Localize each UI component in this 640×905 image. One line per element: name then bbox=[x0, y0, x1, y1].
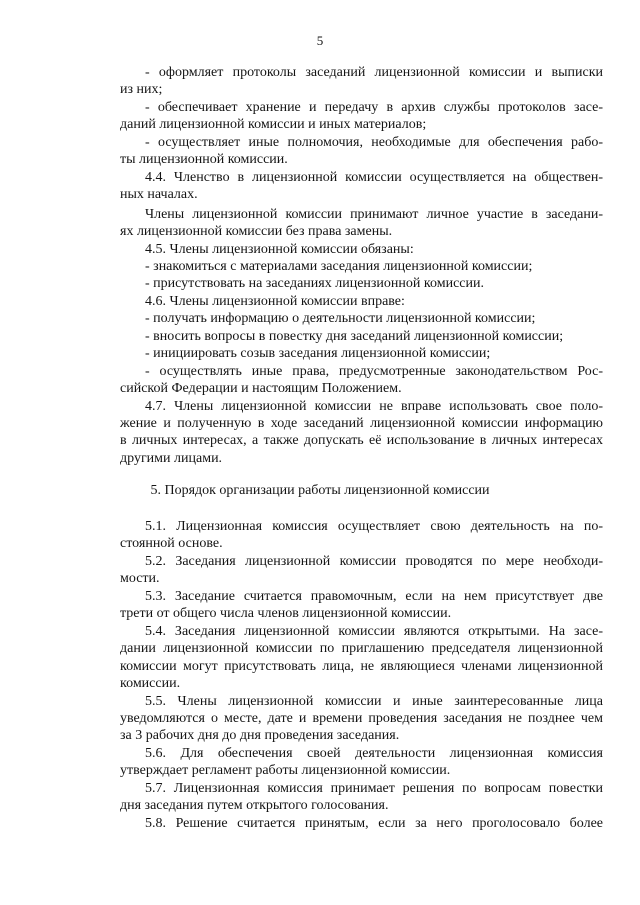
text-line: комиссии могут присутствовать лица, не являющиеся членами лицензионной bbox=[120, 659, 603, 674]
page-number: 5 bbox=[316, 33, 324, 48]
text-line: жение и полученную в ходе заседаний лицензионной комиссии информацию bbox=[120, 416, 603, 431]
text-line: сийской Федерации и настоящим Положением. bbox=[120, 381, 402, 396]
text-line: за 3 рабочих дня до дня проведения заседания. bbox=[120, 728, 400, 743]
text-line: 5.1. Лицензионная комиссия осуществляет свою деятельность на по- bbox=[145, 519, 603, 534]
text-line: ты лицензионной комиссии. bbox=[120, 152, 288, 167]
text-line: стоянной основе. bbox=[120, 536, 223, 551]
text-line: ных началах. bbox=[120, 187, 198, 202]
text-line: ях лицензионной комиссии без права замены. bbox=[120, 224, 393, 239]
text-line: - присутствовать на заседаниях лицензионной комиссии. bbox=[145, 276, 484, 291]
text-line: утверждает регламент работы лицензионной комиссии. bbox=[120, 763, 451, 778]
text-line: - обеспечивает хранение и передачу в архив службы протоколов засе- bbox=[145, 100, 603, 115]
text-line: - инициировать созыв заседания лицензионной комиссии; bbox=[145, 346, 491, 361]
text-line: другими лицами. bbox=[120, 451, 223, 466]
text-line: - вносить вопросы в повестку дня заседаний лицензионной комиссии; bbox=[145, 329, 564, 344]
text-line: комиссии. bbox=[120, 676, 181, 691]
text-line: - получать информацию о деятельности лицензионной комиссии; bbox=[145, 311, 536, 326]
text-line: трети от общего числа членов лицензионной комиссии. bbox=[120, 606, 452, 621]
text-line: 4.5. Члены лицензионной комиссии обязаны: bbox=[145, 242, 414, 257]
section-heading: 5. Порядок организации работы лицензионной комиссии bbox=[150, 483, 490, 498]
text-line: 5.5. Члены лицензионной комиссии и иные заинтересованные лица bbox=[145, 694, 603, 709]
text-line: уведомляются о месте, дате и времени проведения заседания не позднее чем bbox=[120, 711, 603, 726]
text-line: даний лицензионной комиссии и иных материалов; bbox=[120, 117, 427, 132]
text-line: дании лицензионной комиссии по приглашению председателя лицензионной bbox=[120, 641, 603, 656]
text-line: - осуществляет иные полномочия, необходимые для обеспечения рабо- bbox=[145, 135, 603, 150]
text-line: дня заседания путем открытого голосования. bbox=[120, 798, 389, 813]
text-line: 5.3. Заседание считается правомочным, если на нем присутствует две bbox=[145, 589, 603, 604]
text-line: 4.4. Членство в лицензионной комиссии осуществляется на обществен- bbox=[145, 170, 603, 185]
text-line: 4.6. Члены лицензионной комиссии вправе: bbox=[145, 294, 405, 309]
text-line: Члены лицензионной комиссии принимают личное участие в заседани- bbox=[145, 207, 603, 222]
text-line: - оформляет протоколы заседаний лицензионной комиссии и выписки bbox=[145, 65, 603, 80]
text-line: мости. bbox=[120, 571, 160, 586]
text-line: 5.2. Заседания лицензионной комиссии проводятся по мере необходи- bbox=[145, 554, 603, 569]
text-line: из них; bbox=[120, 82, 163, 97]
text-line: 5.6. Для обеспечения своей деятельности лицензионная комиссия bbox=[145, 746, 603, 761]
text-line: - знакомиться с материалами заседания лицензионной комиссии; bbox=[145, 259, 533, 274]
text-line: 5.7. Лицензионная комиссия принимает решения по вопросам повестки bbox=[145, 781, 603, 796]
text-line: в личных интересах, а также допускать её использование в личных интересах bbox=[120, 433, 603, 448]
text-line: 5.8. Решение считается принятым, если за него проголосовало более bbox=[145, 816, 603, 831]
text-line: - осуществлять иные права, предусмотренные законодательством Рос- bbox=[145, 364, 603, 379]
text-line: 4.7. Члены лицензионной комиссии не вправе использовать свое поло- bbox=[145, 399, 603, 414]
text-line: 5.4. Заседания лицензионной комиссии являются открытыми. На засе- bbox=[145, 624, 603, 639]
